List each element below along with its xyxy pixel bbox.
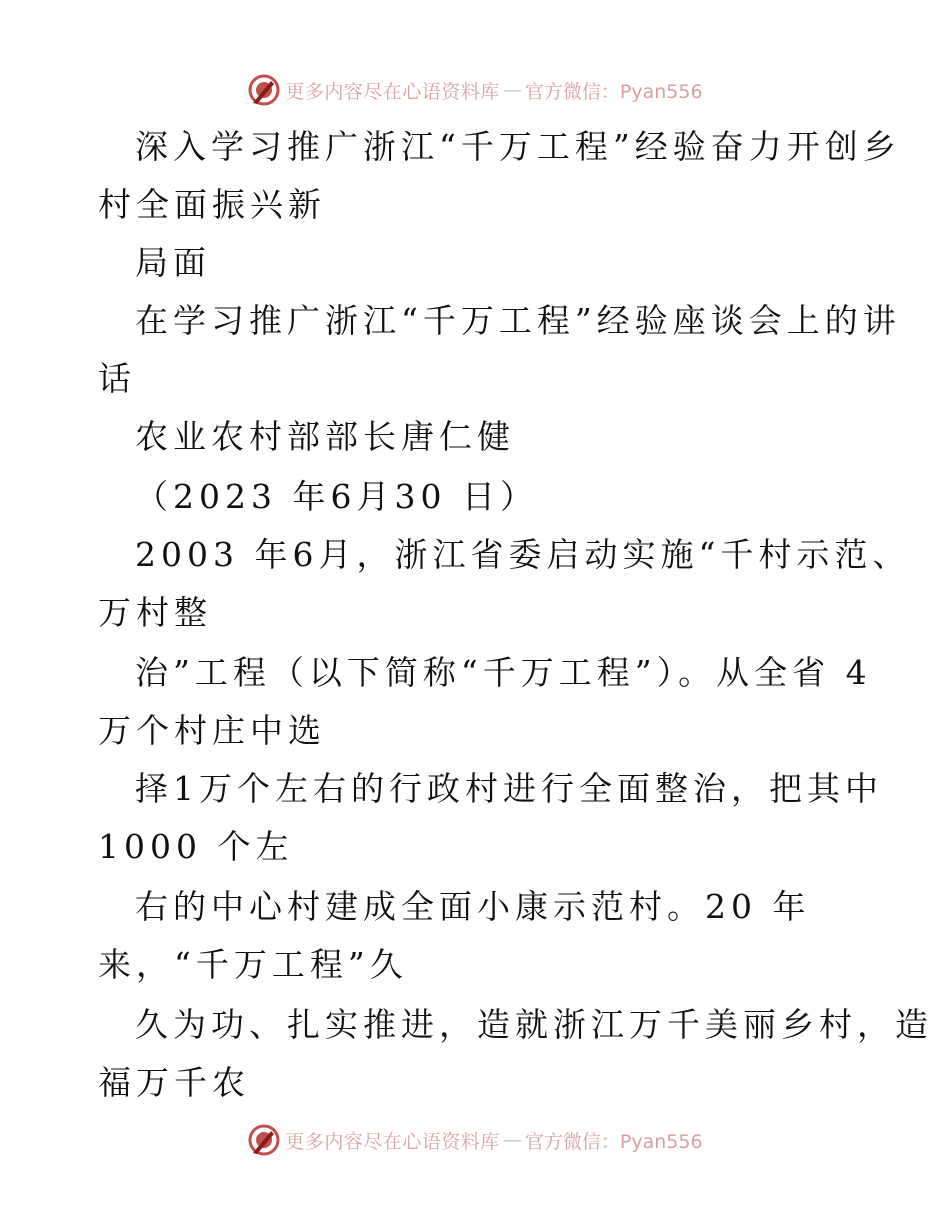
body-line: 右的中心村建成全面小康示范村。20 年 — [135, 887, 811, 926]
body-line: 2003 年6月，浙江省委启动实施“千村示范、 — [135, 535, 911, 574]
title-line-3: 局面 — [135, 243, 211, 282]
body-line: 来，“千万工程”久 — [98, 945, 408, 984]
body-line: 福万千农 — [98, 1063, 250, 1102]
watermark-footer — [0, 1122, 950, 1158]
title-line-2: 村全面振兴新 — [98, 185, 326, 224]
date-line: （2023 年6月30 日） — [135, 477, 538, 516]
quill-seal-icon — [247, 1123, 281, 1157]
body-line: 久为功、扎实推进，造就浙江万千美丽乡村，造 — [135, 1005, 933, 1044]
body-line: 择1万个左右的行政村进行全面整治，把其中 — [135, 769, 883, 808]
watermark-separator: — — [502, 1129, 522, 1151]
body-line: 1000 个左 — [98, 827, 294, 866]
body-line: 万个村庄中选 — [98, 711, 326, 750]
watermark-contact: 官方微信：Pyan556 — [524, 1130, 703, 1153]
title-line-1: 深入学习推广浙江“千万工程”经验奋力开创乡 — [135, 127, 901, 166]
watermark-contact: 官方微信：Pyan556 — [524, 80, 703, 103]
watermark-brand: 更多内容尽在心语资料库 — [285, 1130, 500, 1153]
body-line: 治”工程（以下简称“千万工程”）。从全省 4 — [135, 653, 872, 692]
watermark-separator: — — [502, 79, 522, 101]
subtitle-line-2: 话 — [98, 359, 136, 398]
body-line: 万村整 — [98, 593, 212, 632]
watermark-brand: 更多内容尽在心语资料库 — [285, 80, 500, 103]
subtitle-line-1: 在学习推广浙江“千万工程”经验座谈会上的讲 — [135, 301, 901, 340]
author-line: 农业农村部部长唐仁健 — [135, 417, 515, 456]
